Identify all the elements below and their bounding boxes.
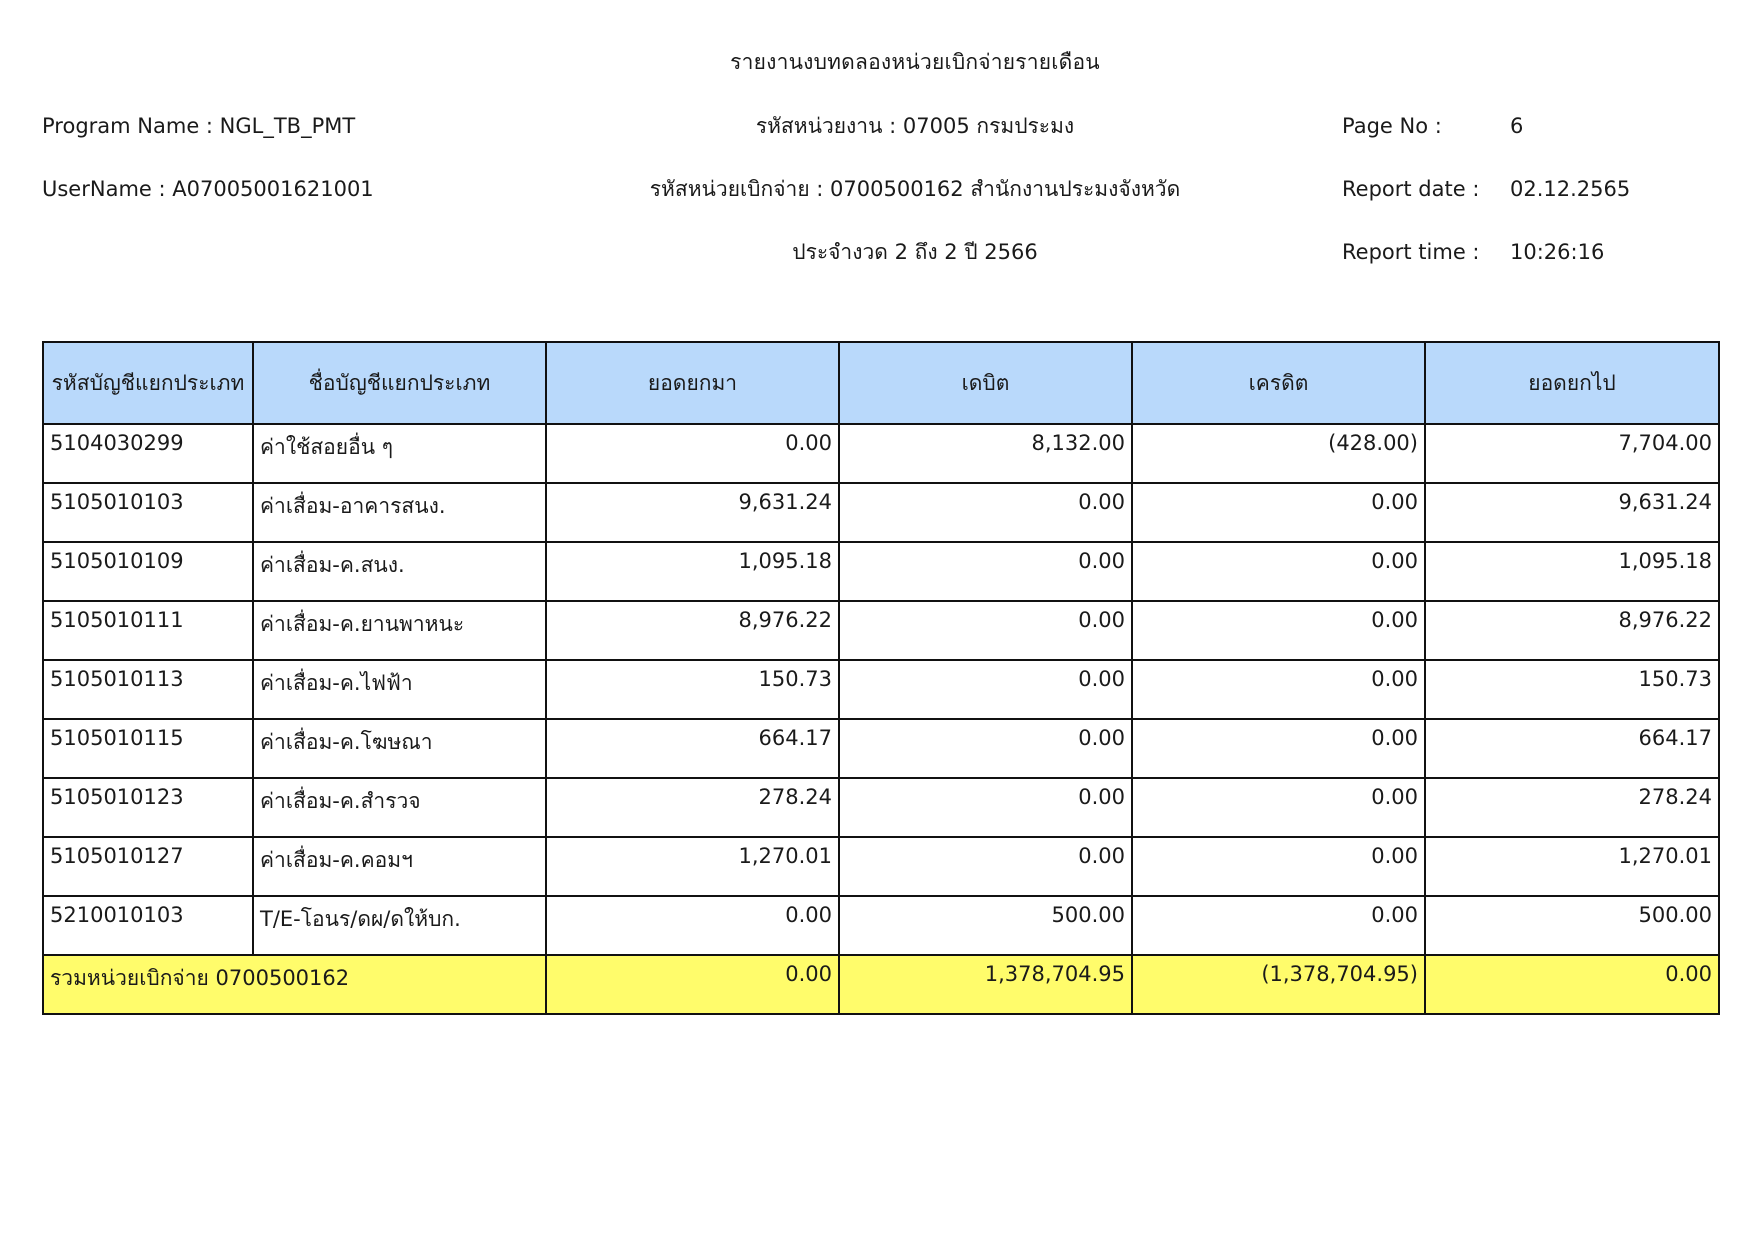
brought-forward: 278.24 bbox=[546, 778, 839, 837]
account-code: 5105010127 bbox=[43, 837, 253, 896]
total-credit: (1,378,704.95) bbox=[1132, 955, 1425, 1014]
account-code: 5105010111 bbox=[43, 601, 253, 660]
carried-forward: 9,631.24 bbox=[1425, 483, 1719, 542]
column-header-account-code: รหัสบัญชีแยกประเภท bbox=[43, 342, 253, 424]
debit: 0.00 bbox=[839, 542, 1132, 601]
credit: 0.00 bbox=[1132, 601, 1425, 660]
total-debit: 1,378,704.95 bbox=[839, 955, 1132, 1014]
debit: 0.00 bbox=[839, 660, 1132, 719]
debit: 0.00 bbox=[839, 719, 1132, 778]
account-name: ค่าเสื่อม-ค.ยานพาหนะ bbox=[253, 601, 546, 660]
report-title: รายงานงบทดลองหน่วยเบิกจ่ายรายเดือน bbox=[730, 50, 1100, 74]
table-row bbox=[43, 601, 1719, 660]
account-name: T/E-โอนร/ดผ/ดให้บก. bbox=[253, 896, 546, 955]
page-no-label: Page No : bbox=[1342, 114, 1442, 138]
table-row bbox=[43, 483, 1719, 542]
credit: 0.00 bbox=[1132, 719, 1425, 778]
account-code: 5105010115 bbox=[43, 719, 253, 778]
account-code: 5105010109 bbox=[43, 542, 253, 601]
table-row bbox=[43, 837, 1719, 896]
program-name: Program Name : NGL_TB_PMT bbox=[42, 114, 356, 138]
credit: 0.00 bbox=[1132, 660, 1425, 719]
credit: 0.00 bbox=[1132, 542, 1425, 601]
account-name: ค่าเสื่อม-ค.ไฟฟ้า bbox=[253, 660, 546, 719]
carried-forward: 1,095.18 bbox=[1425, 542, 1719, 601]
column-header-brought-forward: ยอดยกมา bbox=[546, 342, 839, 424]
debit: 500.00 bbox=[839, 896, 1132, 955]
carried-forward: 150.73 bbox=[1425, 660, 1719, 719]
agency-code: รหัสหน่วยงาน : 07005 กรมประมง bbox=[755, 114, 1075, 138]
carried-forward: 8,976.22 bbox=[1425, 601, 1719, 660]
carried-forward: 500.00 bbox=[1425, 896, 1719, 955]
total-row bbox=[43, 955, 1719, 1014]
table-row bbox=[43, 542, 1719, 601]
credit: 0.00 bbox=[1132, 896, 1425, 955]
account-name: ค่าเสื่อม-ค.คอมฯ bbox=[253, 837, 546, 896]
brought-forward: 8,976.22 bbox=[546, 601, 839, 660]
brought-forward: 1,095.18 bbox=[546, 542, 839, 601]
account-code: 5105010123 bbox=[43, 778, 253, 837]
account-name: ค่าเสื่อม-ค.สนง. bbox=[253, 542, 546, 601]
carried-forward: 278.24 bbox=[1425, 778, 1719, 837]
report-time-value: 10:26:16 bbox=[1510, 240, 1605, 264]
report-date-value: 02.12.2565 bbox=[1510, 177, 1631, 201]
brought-forward: 0.00 bbox=[546, 896, 839, 955]
total-carried-forward: 0.00 bbox=[1425, 955, 1719, 1014]
account-name: ค่าเสื่อม-ค.สำรวจ bbox=[253, 778, 546, 837]
table-row bbox=[43, 660, 1719, 719]
account-code: 5105010103 bbox=[43, 483, 253, 542]
carried-forward: 664.17 bbox=[1425, 719, 1719, 778]
brought-forward: 0.00 bbox=[546, 424, 839, 483]
total-label: รวมหน่วยเบิกจ่าย 0700500162 bbox=[43, 955, 546, 1014]
account-code: 5104030299 bbox=[43, 424, 253, 483]
brought-forward: 664.17 bbox=[546, 719, 839, 778]
table-header-row bbox=[43, 342, 1719, 424]
account-name: ค่าเสื่อม-อาคารสนง. bbox=[253, 483, 546, 542]
account-name: ค่าเสื่อม-ค.โฆษณา bbox=[253, 719, 546, 778]
debit: 0.00 bbox=[839, 778, 1132, 837]
account-code: 5210010103 bbox=[43, 896, 253, 955]
table-row bbox=[43, 896, 1719, 955]
table-row bbox=[43, 424, 1719, 483]
report-period: ประจำงวด 2 ถึง 2 ปี 2566 bbox=[792, 240, 1038, 264]
account-name: ค่าใช้สอยอื่น ๆ bbox=[253, 424, 546, 483]
column-header-credit: เครดิต bbox=[1132, 342, 1425, 424]
brought-forward: 150.73 bbox=[546, 660, 839, 719]
carried-forward: 7,704.00 bbox=[1425, 424, 1719, 483]
column-header-carried-forward: ยอดยกไป bbox=[1425, 342, 1719, 424]
page-no-value: 6 bbox=[1510, 114, 1524, 138]
report-time-label: Report time : bbox=[1342, 240, 1480, 264]
credit: (428.00) bbox=[1132, 424, 1425, 483]
carried-forward: 1,270.01 bbox=[1425, 837, 1719, 896]
debit: 8,132.00 bbox=[839, 424, 1132, 483]
credit: 0.00 bbox=[1132, 837, 1425, 896]
debit: 0.00 bbox=[839, 837, 1132, 896]
username: UserName : A07005001621001 bbox=[42, 177, 374, 201]
column-header-debit: เดบิต bbox=[839, 342, 1132, 424]
column-header-account-name: ชื่อบัญชีแยกประเภท bbox=[253, 342, 546, 424]
total-brought-forward: 0.00 bbox=[546, 955, 839, 1014]
debit: 0.00 bbox=[839, 483, 1132, 542]
trial-balance-table bbox=[42, 341, 1720, 1015]
brought-forward: 1,270.01 bbox=[546, 837, 839, 896]
account-code: 5105010113 bbox=[43, 660, 253, 719]
credit: 0.00 bbox=[1132, 778, 1425, 837]
report-date-label: Report date : bbox=[1342, 177, 1480, 201]
disbursing-unit-code: รหัสหน่วยเบิกจ่าย : 0700500162 สำนักงานประมงจังหวัด bbox=[649, 177, 1181, 201]
table-row bbox=[43, 719, 1719, 778]
debit: 0.00 bbox=[839, 601, 1132, 660]
credit: 0.00 bbox=[1132, 483, 1425, 542]
table-row bbox=[43, 778, 1719, 837]
brought-forward: 9,631.24 bbox=[546, 483, 839, 542]
